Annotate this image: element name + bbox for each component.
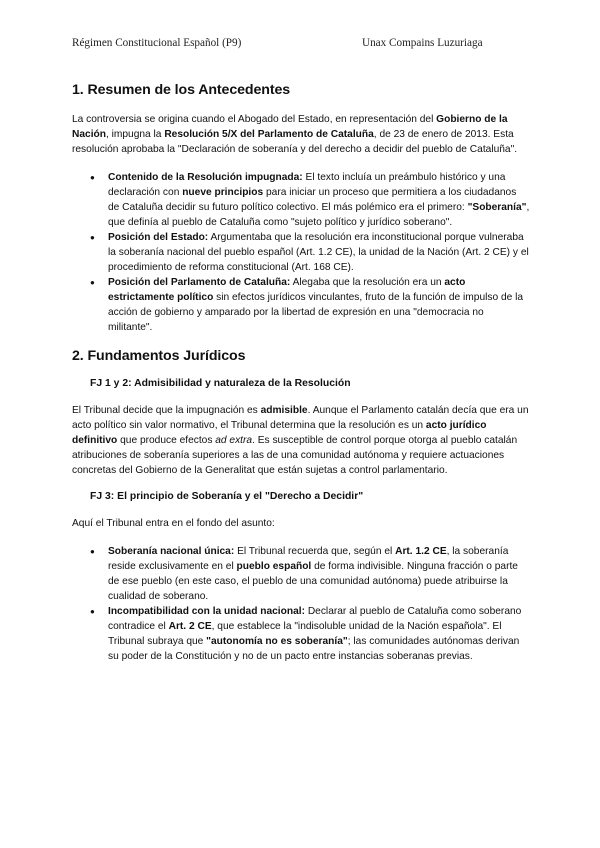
fj-1-2-paragraph — [72, 403, 530, 478]
bullet-soberania-nacional-unica — [108, 544, 530, 604]
text-run: sin efectos jurídicos vinculantes, fruto de la función de impulso de la acción de gobierno y amparado por la libertad de expresión en una "democracia no militante". — [108, 292, 524, 333]
bold-run: Contenido de la Resolución impugnada: — [108, 172, 303, 183]
text-run: , de 23 de enero de 2013. Esta resolución aprobaba la "Declaración de soberanía y del derecho a decidir del pueblo de Cataluña". — [72, 129, 518, 155]
fj-3-intro-paragraph: Aquí el Tribunal entra en el fondo del asunto: — [72, 518, 275, 529]
text-run: para iniciar un proceso que permitiera a los ciudadanos de Cataluña decidir su futuro político colectivo. El más polémico era el primero: — [108, 187, 517, 213]
bold-run: "autonomía no es soberanía" — [206, 636, 348, 647]
text-run: , impugna la — [105, 129, 165, 140]
text-run: El texto incluía un preámbulo histórico y una declaración con — [108, 172, 506, 198]
text-run: de forma indivisible. Ninguna fracción o parte de ese pueblo (en este caso, el pueblo de una comunidad autónoma) puede atribuirse la cualidad de soberano. — [108, 561, 518, 602]
bold-run: Gobierno de la Nación — [72, 114, 508, 140]
antecedentes-bullet-list — [72, 170, 530, 335]
text-run: Argumentaba que la resolución era inconstitucional porque vulneraba la soberanía nacional del pueblo español (Art. 1.2 CE), la unidad de la Nación (Art. 2 CE) y el procedimiento de reforma constitucional (Art. 168 CE). — [108, 232, 529, 273]
header-author: Unax Compains Luzuriaga — [362, 37, 483, 49]
text-run: El Tribunal recuerda que, según el — [234, 546, 396, 557]
text-run: . Es susceptible de control porque otorga al pueblo catalán atribuciones de soberanía superiores a las de una comunidad autónoma y requiere actuaciones concretas del Gobierno de la Generalitat que están sujetas a control parlamentario. — [72, 435, 518, 476]
italic-run: ad extra — [215, 435, 253, 446]
bullet-incompatibilidad-unidad — [108, 604, 530, 664]
bold-run: pueblo español — [236, 561, 312, 572]
antecedentes-intro-paragraph — [72, 112, 530, 157]
bold-run: Art. 1.2 CE — [395, 546, 447, 557]
header-course-title: Régimen Constitucional Español (P9) — [72, 37, 242, 49]
bold-run: acto estrictamente político — [108, 277, 466, 303]
text-run: que produce efectos — [117, 435, 216, 446]
section-heading-antecedentes: 1. Resumen de los Antecedentes — [72, 82, 291, 98]
bold-run: acto jurídico definitivo — [72, 420, 487, 446]
bold-run: Posición del Parlamento de Cataluña: — [108, 277, 291, 288]
subheading-fj-1-2: FJ 1 y 2: Admisibilidad y naturaleza de la Resolución — [90, 378, 351, 389]
text-run: El Tribunal decide que la impugnación es — [72, 405, 261, 416]
section-heading-fundamentos: 2. Fundamentos Jurídicos — [72, 348, 246, 364]
bold-run: Posición del Estado: — [108, 232, 209, 243]
document-body — [72, 82, 530, 677]
text-run: ; las comunidades autónomas derivan su poder de la Constitución y no de un pacto entre instancias soberanas previas. — [108, 636, 520, 662]
text-run: , que definía al pueblo de Cataluña como "sujeto político y jurídico soberano". — [108, 202, 530, 228]
fj-3-bullet-list — [72, 544, 530, 664]
bold-run: admisible — [260, 405, 308, 416]
bullet-contenido-resolucion — [108, 170, 530, 230]
subheading-fj-3: FJ 3: El principio de Soberanía y el "Derecho a Decidir" — [90, 491, 364, 502]
text-run: La controversia se origina cuando el Abogado del Estado, en representación del — [72, 114, 437, 125]
bold-run: Resolución 5/X del Parlamento de Cataluña — [164, 129, 374, 140]
bold-run: nueve principios — [182, 187, 264, 198]
bullet-posicion-estado — [108, 230, 530, 275]
bold-run: Incompatibilidad con la unidad nacional: — [108, 606, 305, 617]
bold-run: Soberanía nacional única: — [108, 546, 235, 557]
text-run: , la soberanía reside exclusivamente en el — [108, 546, 509, 572]
text-run: Alegaba que la resolución era un — [290, 277, 445, 288]
text-run: , que establece la "indisoluble unidad de la Nación española". El Tribunal subraya que — [108, 621, 502, 647]
bold-run: Art. 2 CE — [168, 621, 212, 632]
bold-run: "Soberanía" — [467, 202, 527, 213]
text-run: . Aunque el Parlamento catalán decía que era un acto político sin valor normativo, el Tribunal determina que la resolución es un — [72, 405, 529, 431]
text-run: Declarar al pueblo de Cataluña como soberano contradice el — [108, 606, 522, 632]
bullet-posicion-parlamento — [108, 275, 530, 335]
